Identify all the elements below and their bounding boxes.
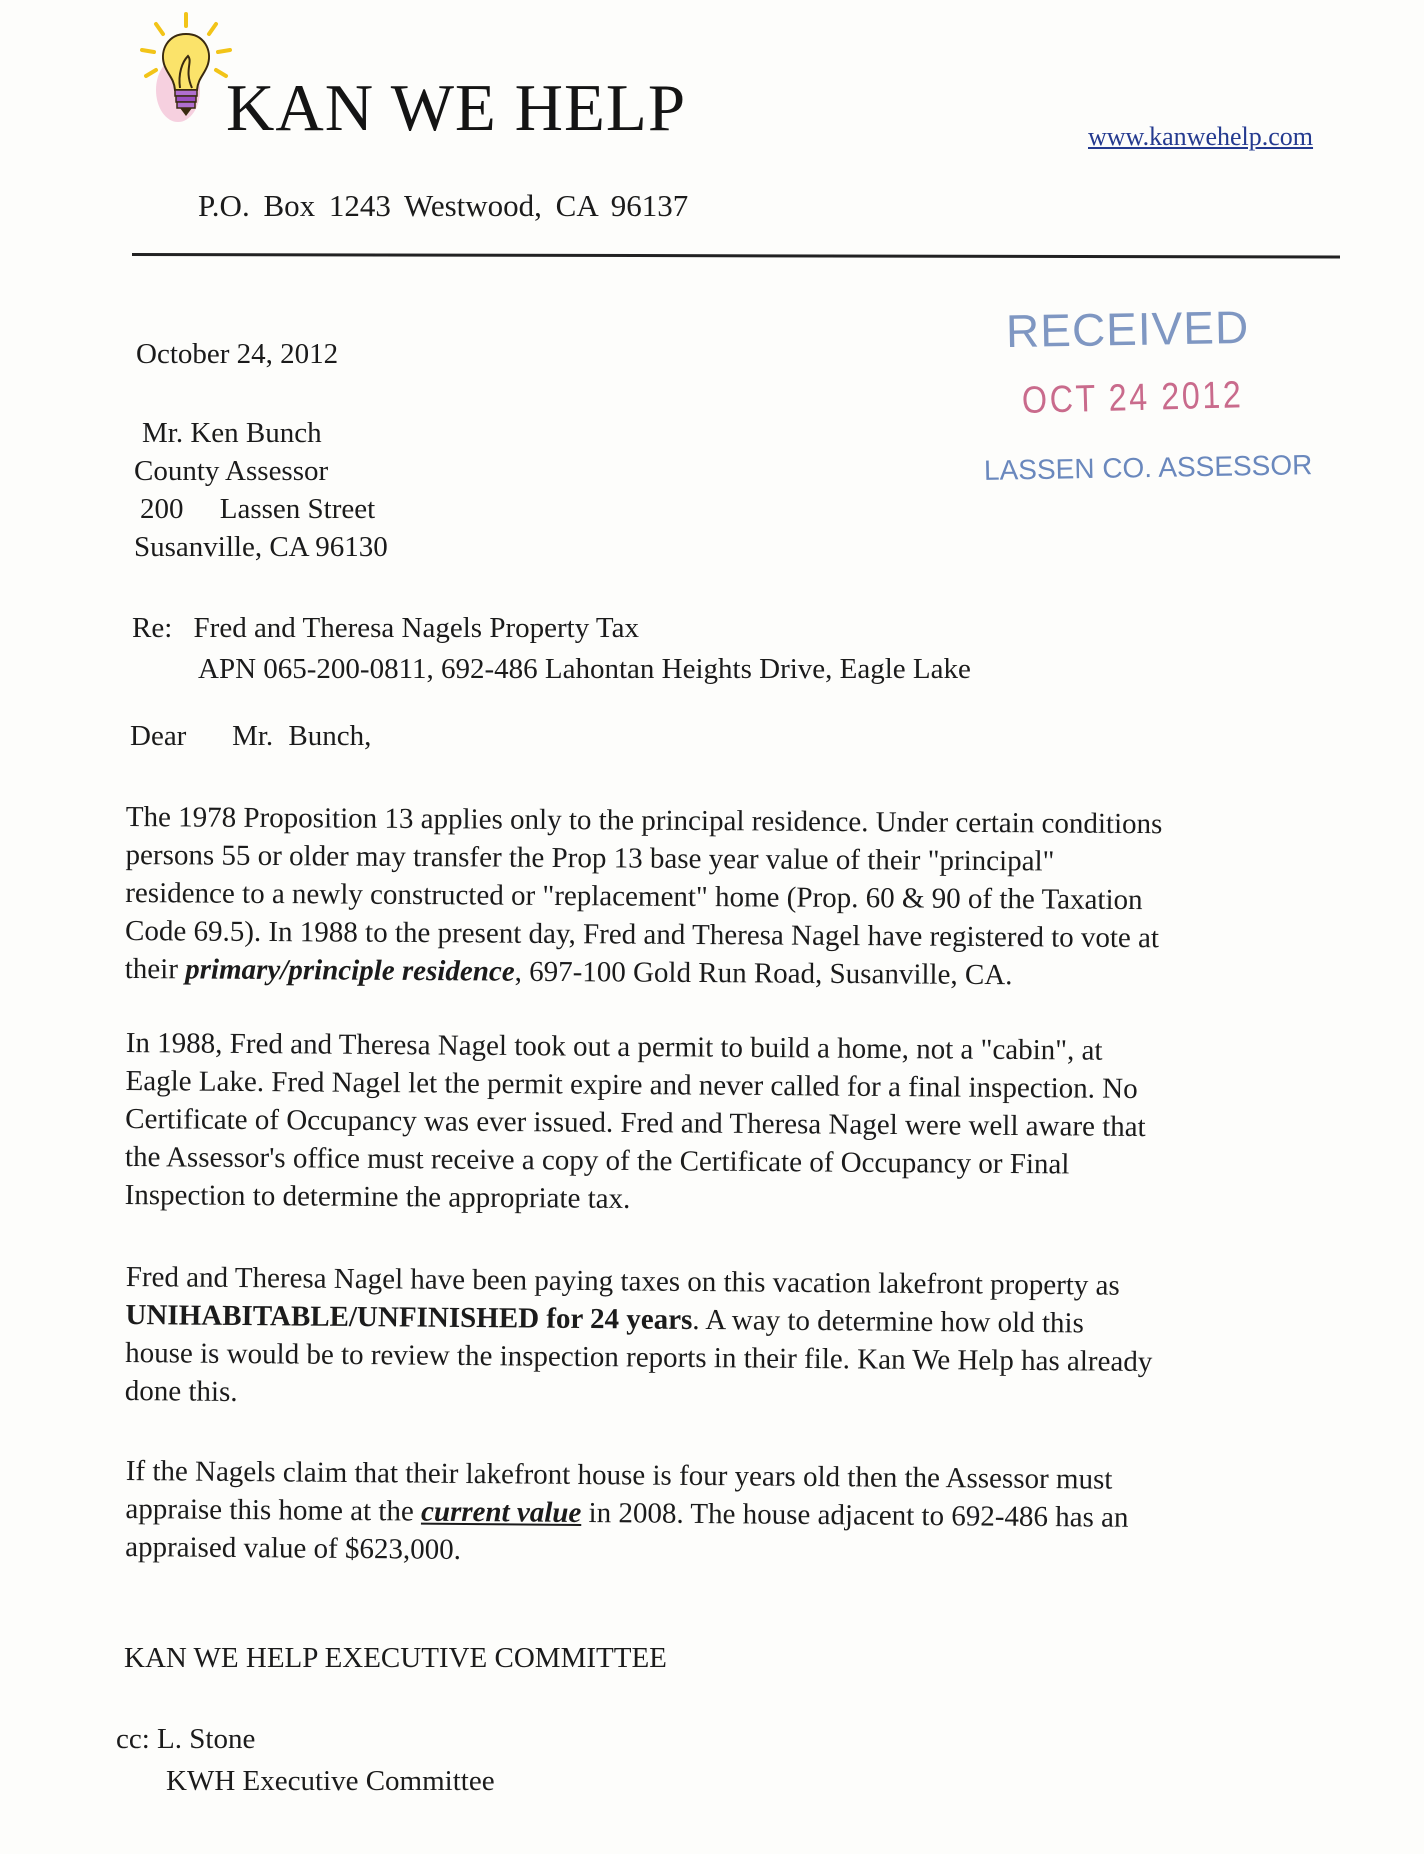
website-link[interactable]: www.kanwehelp.com: [1088, 122, 1314, 151]
salutation: Dear Mr. Bunch,: [130, 720, 372, 752]
emphasis-residence: primary/principle residence: [185, 953, 515, 988]
signature-committee: KAN WE HELP EXECUTIVE COMMITTEE: [124, 1642, 667, 1674]
subject-block: [132, 608, 971, 690]
subject-line-1: Fred and Theresa Nagels Property Tax: [193, 612, 639, 644]
recipient-name: Mr. Ken Bunch: [142, 417, 322, 449]
recipient-block: [134, 414, 388, 566]
body-paragraph-4: [125, 1452, 1326, 1576]
received-stamp-label: RECEIVED: [1005, 300, 1250, 358]
received-stamp-office: LASSEN CO. ASSESSOR: [983, 449, 1313, 486]
paragraph-line: Fred and Theresa Nagel have been paying taxes on this vacation lakefront property as: [125, 1260, 1120, 1302]
paragraph-line: residence to a newly constructed or "replacement" home (Prop. 60 & 90 of the Taxation: [125, 876, 1143, 917]
text-run: in 2008. The house adjacent to 692-486 has an: [581, 1496, 1129, 1534]
text-run: appraise this home at the: [125, 1492, 422, 1528]
text-run: , 697-100 Gold Run Road, Susanville, CA.: [514, 955, 1013, 992]
paragraph-line: Inspection to determine the appropriate tax.: [124, 1178, 631, 1215]
org-address: P.O. Box 1243 Westwood, CA 96137: [198, 188, 689, 223]
received-stamp-date: OCT 24 2012: [1021, 374, 1244, 422]
letter-date: October 24, 2012: [136, 338, 339, 370]
paragraph-line: If the Nagels claim that their lakefront house is four years old then the Assessor must: [125, 1454, 1113, 1496]
subject-label: Re:: [132, 612, 173, 644]
letterhead-divider: [132, 253, 1340, 259]
lightbulb-icon: [138, 12, 234, 130]
paragraph-line: The 1978 Proposition 13 applies only to the principal residence. Under certain conditions: [125, 800, 1163, 841]
body-paragraph-3: [125, 1258, 1326, 1420]
text-run: . A way to determine how old this: [692, 1303, 1084, 1340]
paragraph-line: In 1988, Fred and Theresa Nagel took out a permit to build a home, not a "cabin", at: [125, 1026, 1103, 1067]
paragraph-line: the Assessor's office must receive a copy of the Certificate of Occupancy or Final: [124, 1140, 1070, 1181]
emphasis-unhabitable: UNIHABITABLE/UNFINISHED for 24 years: [125, 1298, 693, 1336]
paragraph-line: house is would be to review the inspection reports in their file. Kan We Help has already: [125, 1336, 1153, 1378]
org-name: KAN WE HELP: [226, 71, 687, 145]
paragraph-line: appraised value of $623,000.: [125, 1530, 462, 1566]
paragraph-line: Eagle Lake. Fred Nagel let the permit expire and never called for a final inspection. No: [125, 1064, 1138, 1105]
subject-line-2: APN 065-200-0811, 692-486 Lahontan Heights Drive, Eagle Lake: [198, 653, 971, 685]
paragraph-line: persons 55 or older may transfer the Prop 13 base year value of their "principal": [125, 838, 1055, 878]
paragraph-line: done this.: [124, 1374, 238, 1408]
emphasis-current-value: current value: [420, 1495, 582, 1529]
body-paragraph-2: [125, 1024, 1326, 1223]
paragraph-line: Code 69.5). In 1988 to the present day, Fred and Theresa Nagel have registered to vote at: [124, 914, 1160, 955]
paragraph-line: Certificate of Occupancy was ever issued. Fred and Theresa Nagel were well aware that: [125, 1102, 1146, 1144]
body-paragraph-1: [125, 798, 1326, 996]
recipient-street: 200 Lassen Street: [140, 493, 376, 525]
cc-line-2: KWH Executive Committee: [166, 1765, 495, 1797]
cc-block: [116, 1718, 495, 1802]
text-run: their: [124, 952, 186, 986]
cc-line-1: cc: L. Stone: [116, 1723, 256, 1755]
recipient-title: County Assessor: [134, 455, 329, 487]
recipient-city: Susanville, CA 96130: [134, 531, 388, 563]
